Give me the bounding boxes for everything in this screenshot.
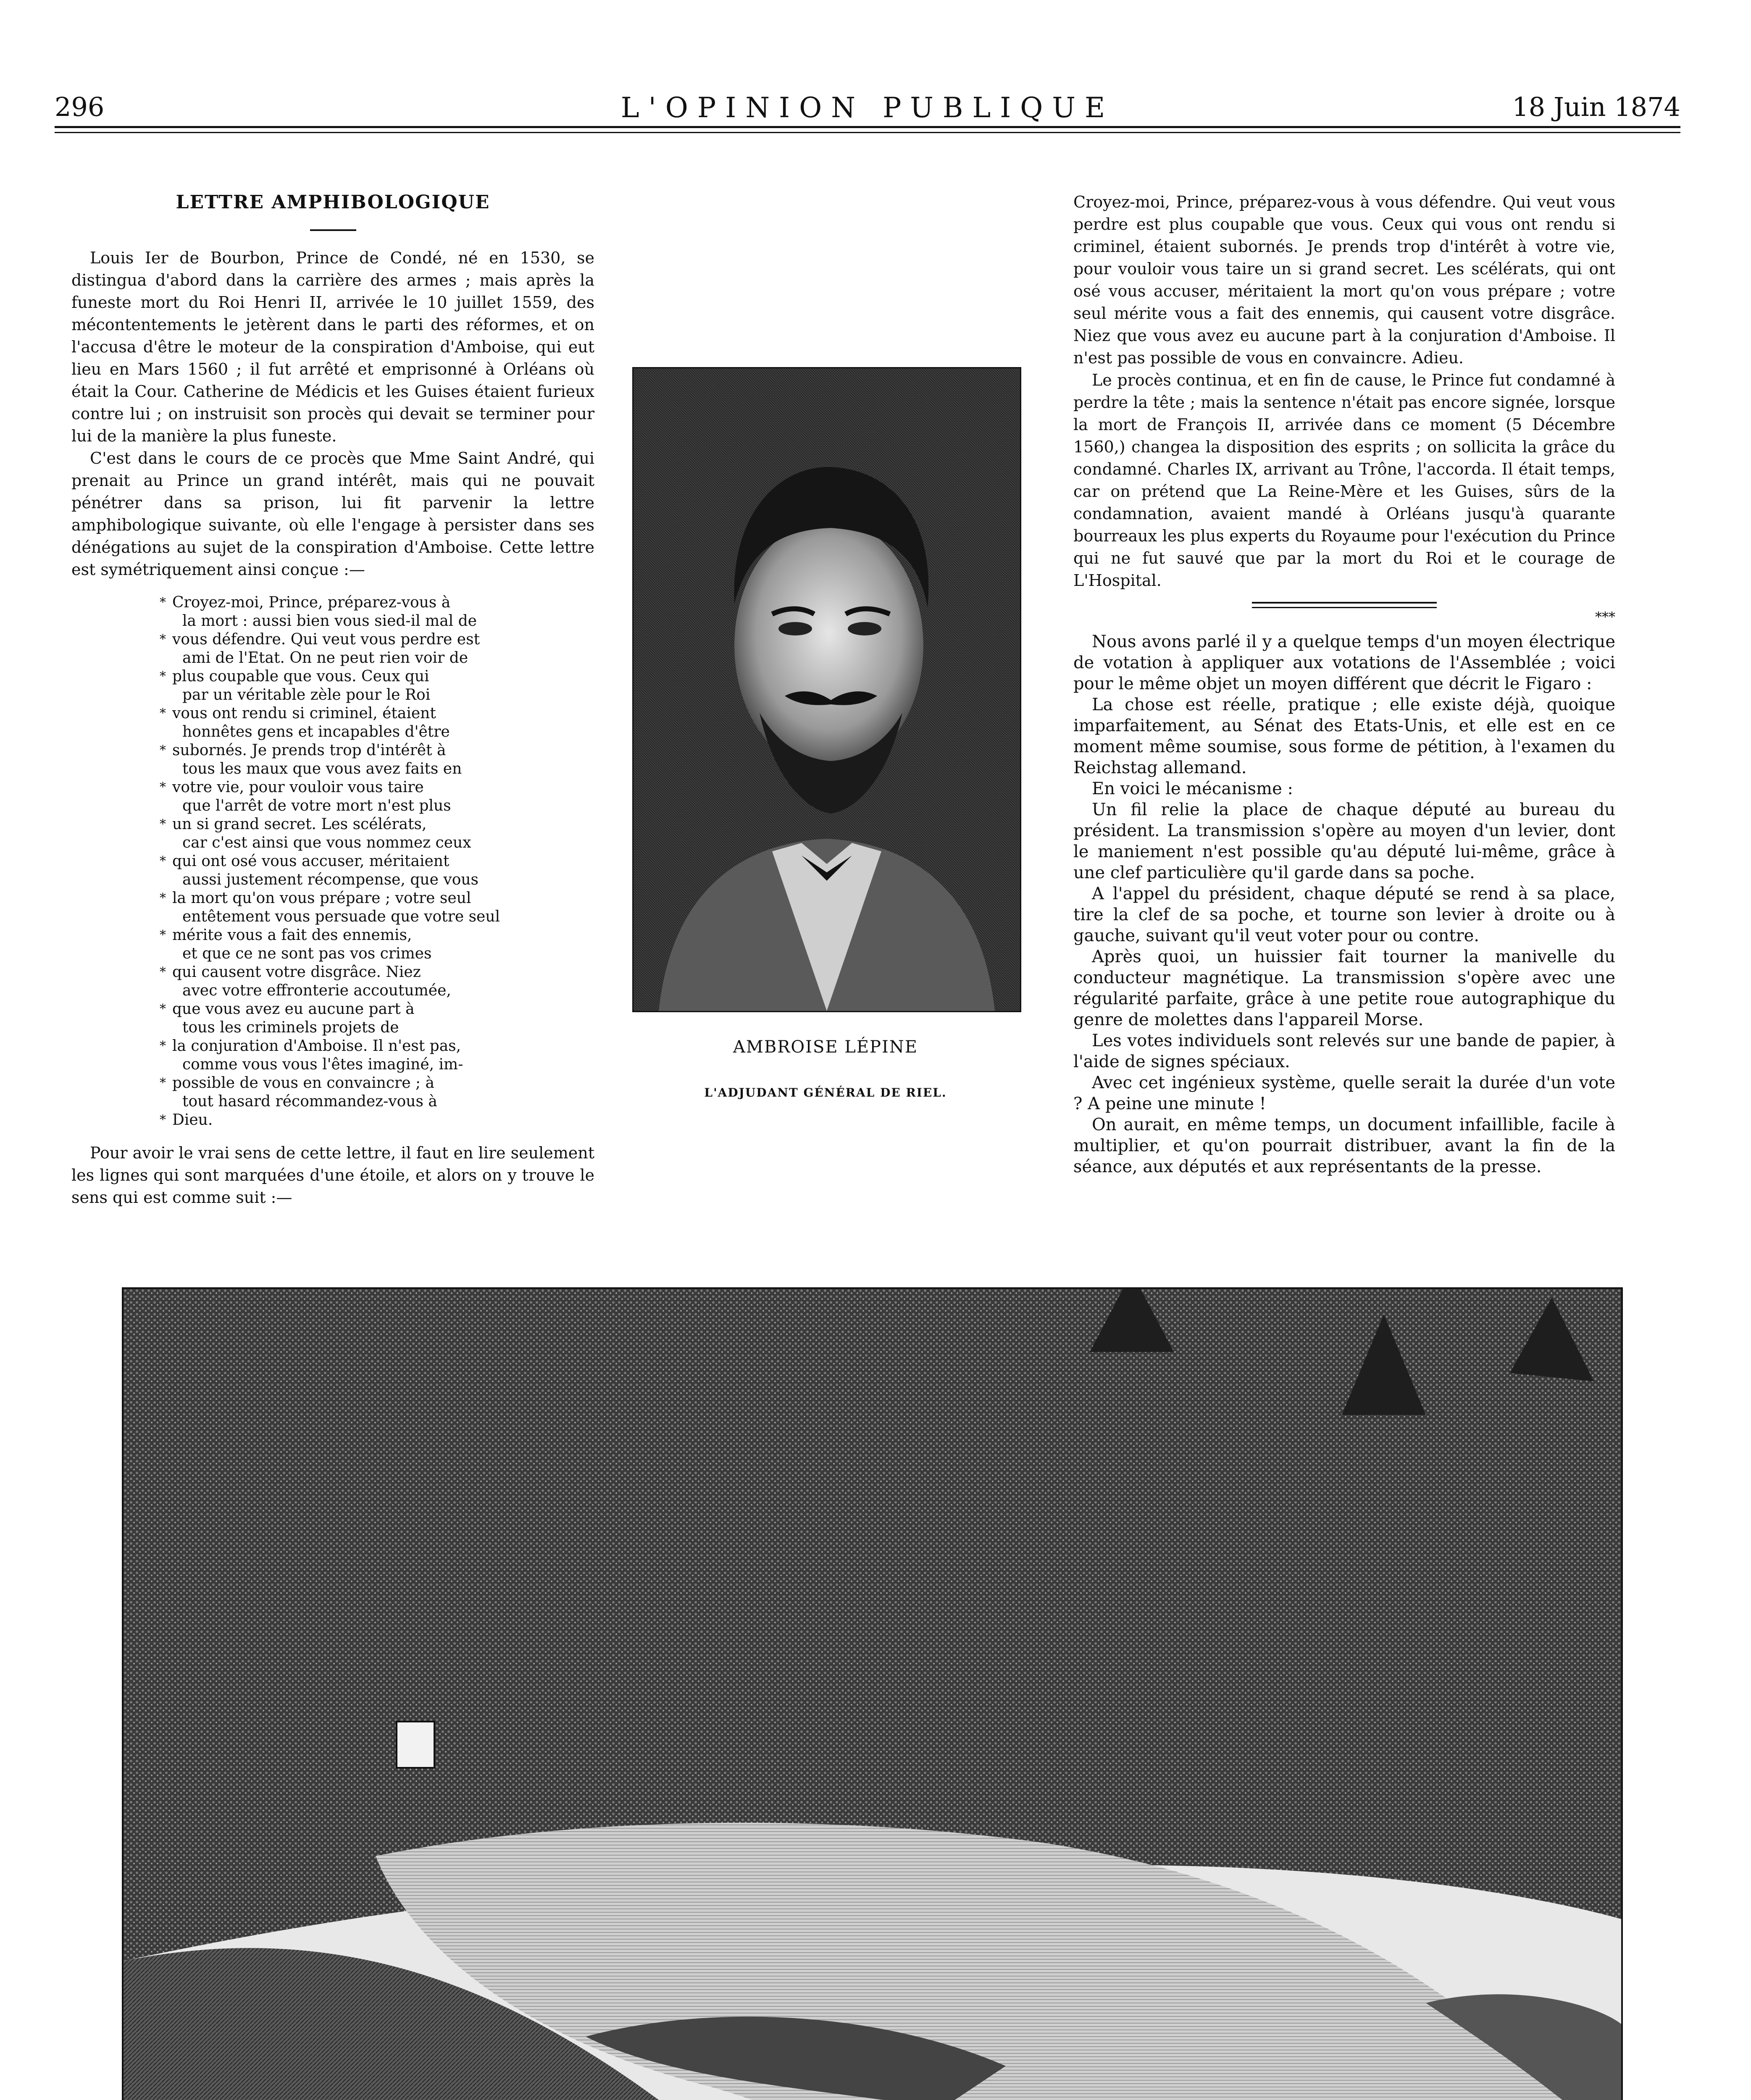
letter-line	[160, 704, 594, 723]
star-mark: *	[160, 595, 166, 610]
letter-line-text: la mort : aussi bien vous sied-il mal de	[182, 612, 477, 630]
portrait-engraving	[632, 367, 1021, 1012]
vote-paragraph: A l'appel du président, chaque député se rend à sa place, tire la clef de sa poche, et tourne son levier à droite ou à gauche, suivant qu'il veut voter pour ou contre.	[1073, 884, 1615, 945]
letter-line	[160, 630, 594, 649]
page-number: 296	[55, 92, 105, 122]
letter-line	[160, 963, 594, 982]
letter-line	[160, 778, 594, 797]
star-mark: *	[160, 632, 166, 647]
letter-line-text: honnêtes gens et incapables d'être	[182, 723, 450, 740]
portrait-image	[634, 368, 1020, 1011]
star-mark: *	[160, 706, 166, 721]
letter-line-text: tout hasard récommandez-vous à	[182, 1093, 437, 1110]
letter-line-text: la conjuration d'Amboise. Il n'est pas,	[172, 1037, 461, 1055]
article-title: LETTRE AMPHIBOLOGIQUE	[176, 192, 490, 213]
separator-rule-lower	[1252, 607, 1437, 608]
issue-date: 18 Juin 1874	[1512, 92, 1680, 122]
letter-line	[172, 908, 594, 926]
letter-line	[160, 1111, 594, 1129]
star-mark: *	[160, 817, 166, 832]
letter-line-text: aussi justement récompense, que vous	[182, 871, 479, 888]
letter-line	[160, 852, 594, 871]
letter-line-text: possible de vous en convaincre ; à	[172, 1074, 435, 1092]
letter-line	[172, 1092, 594, 1111]
letter-line	[172, 1018, 594, 1037]
vote-paragraph: Un fil relie la place de chaque député au bureau du président. La transmission s'opère au moyen d'un levier, dont le maniement n'est possible qu'au député lui-même, grâce à une clef particulière qu'il garde dans sa poche.	[1073, 800, 1615, 882]
letter-line-text: plus coupable que vous. Ceux qui	[172, 668, 429, 685]
letter-line-text: tous les criminels projets de	[182, 1019, 399, 1036]
letter-line-text: avec votre effronterie accoutumée,	[182, 982, 451, 999]
separator-rule	[1252, 602, 1437, 604]
star-mark: *	[160, 1039, 166, 1053]
vote-paragraph: Après quoi, un huissier fait tourner la manivelle du conducteur magnétique. La transmission s'opère avec une régularité parfaite, grâce à une petite roue autographique du genre de molettes dans l'appareil Morse.	[1073, 947, 1615, 1029]
letter-line-text: comme vous vous l'êtes imaginé, im-	[182, 1056, 463, 1073]
vote-paragraph: En voici le mécanisme :	[1092, 779, 1293, 798]
vote-paragraph: Nous avons parlé il y a quelque temps d'un moyen électrique de votation à appliquer aux votations de l'Assemblée ; voici pour le même objet un moyen différent que décrit le Figaro :	[1073, 632, 1615, 693]
letter-line	[172, 686, 594, 704]
letter-line	[160, 815, 594, 834]
vote-paragraph: Les votes individuels sont relevés sur une bande de papier, à l'aide de signes spéciaux.	[1073, 1031, 1615, 1071]
letter-line-text: subornés. Je prends trop d'intérêt à	[172, 742, 446, 759]
letter-line-text: la mort qu'on vous prépare ; votre seul	[172, 890, 471, 907]
intro-paragraph: Louis Ier de Bourbon, Prince de Condé, né en 1530, se distingua d'abord dans la carrière des armes ; mais après la funeste mort du Roi Henri II, arrivée le 10 juillet 1559, des mécontentements le jetèrent dans le parti des réformes, et on l'accusa d'être le moteur de la conspiration d'Amboise, qui eut lieu en Mars 1560 ; il fut arrêté et emprisonné à Orléans où était la Cour. Catherine de Médicis et les Guises étaient furieux contre lui ; on instruisit son procès qui devait se terminer pour lui de la manière la plus funeste.	[71, 249, 594, 445]
portrait-caption-subtitle: L'ADJUDANT GÉNÉRAL DE RIEL.	[704, 1086, 947, 1100]
closing-paragraph: Pour avoir le vrai sens de cette lettre, il faut en lire seulement les lignes qui sont marquées d'une étoile, et alors on y trouve le sens qui est comme suit :—	[71, 1144, 594, 1207]
star-mark: *	[160, 1002, 166, 1016]
letter-line	[160, 593, 594, 612]
letter-line	[160, 1037, 594, 1055]
letter-line	[160, 1000, 594, 1018]
star-mark: *	[160, 743, 166, 758]
left-column	[71, 191, 594, 1209]
letter-line	[160, 1074, 594, 1092]
letter-line	[172, 612, 594, 630]
trial-outcome-paragraph: Le procès continua, et en fin de cause, le Prince fut condamné à perdre la tête ; mais la sentence n'était pas encore signée, lorsque la mort de François II, arrivée dans ce moment (5 Décembre 1560,) changea la disposition des esprits ; on sollicita la grâce du condamné. Charles IX, arrivant au Trône, l'accorda. Il était temps, car on prétend que La Reine-Mère et les Guises, sûrs de la condamnation, avaient mandé à Orléans jusqu'à quarante bourreaux les plus experts du Royaume pour l'exécution du Prince qui ne fut sauvé que par la mort du Roi et le courage de L'Hospital.	[1073, 371, 1615, 590]
masthead-rule-top	[55, 126, 1680, 128]
letter-line	[160, 667, 594, 686]
letter-line	[160, 741, 594, 760]
vote-paragraph: On aurait, en même temps, un document infaillible, facile à multiplier, et qu'on pourrait distribuer, avant la fin de la séance, aux députés et aux représentants de la presse.	[1073, 1115, 1615, 1176]
vote-article	[1073, 631, 1615, 1177]
landscape-image	[124, 1289, 1621, 2100]
letter-line-text: et que ce ne sont pas vos crimes	[182, 945, 432, 962]
letter-line-text: Dieu.	[172, 1111, 213, 1129]
masthead	[55, 92, 1680, 124]
star-mark: *	[160, 928, 166, 942]
letter-line-text: que vous avez eu aucune part à	[172, 1000, 415, 1018]
letter-line	[172, 797, 594, 815]
right-column	[1073, 191, 1615, 1177]
letter-line	[172, 834, 594, 852]
letter-line-text: vous défendre. Qui veut vous perdre est	[172, 631, 480, 648]
star-mark: *	[160, 965, 166, 979]
letter-line-text: que l'arrêt de votre mort n'est plus	[182, 797, 451, 814]
letter-line-text: entêtement vous persuade que votre seul	[182, 908, 500, 925]
portrait-caption-name: AMBROISE LÉPINE	[733, 1037, 918, 1057]
letter-line	[172, 649, 594, 667]
decoded-letter-paragraph: Croyez-moi, Prince, préparez-vous à vous défendre. Qui veut vous perdre est plus coupable que vous. Ceux qui vous ont rendu si criminel, étaient subornés. Je prends trop d'intérêt à votre vie, pour vouloir vous taire un si grand secret. Les scélérats, qui ont osé vous accuser, méritaient la mort qu'on vous prépare ; votre seul mérite vous a fait des ennemis, qui causent votre disgrâce. Niez que vous avez eu aucune part à la conjuration d'Amboise. Il n'est pas possible de vous en convaincre. Adieu.	[1073, 193, 1615, 367]
letter-line	[172, 945, 594, 963]
star-mark: *	[160, 1076, 166, 1090]
vote-paragraph: Avec cet ingénieux système, quelle serait la durée d'un vote ? A peine une minute !	[1073, 1073, 1615, 1113]
journal-title: L'OPINION PUBLIQUE	[620, 92, 1115, 124]
letter-line-text: tous les maux que vous avez faits en	[182, 760, 462, 777]
star-mark: *	[160, 1113, 166, 1127]
letter-line-text: qui ont osé vous accuser, méritaient	[172, 853, 450, 870]
letter-line-text: mérite vous a fait des ennemis,	[172, 927, 412, 944]
letter-line-text: un si grand secret. Les scélérats,	[172, 816, 427, 833]
letter-line	[172, 871, 594, 889]
letter-line	[172, 1055, 594, 1074]
letter-line-text: Croyez-moi, Prince, préparez-vous à	[172, 594, 451, 611]
letter-line-text: ami de l'Etat. On ne peut rien voir de	[182, 649, 468, 667]
star-mark: *	[160, 669, 166, 684]
letter-line-text: votre vie, pour vouloir vous taire	[172, 779, 424, 796]
asterism: ***	[1595, 609, 1615, 625]
letter-line	[172, 760, 594, 778]
landscape-engraving	[122, 1287, 1623, 2100]
letter-line	[172, 982, 594, 1000]
letter-line-text: qui causent votre disgrâce. Niez	[172, 963, 421, 981]
star-mark: *	[160, 780, 166, 795]
letter-line	[172, 723, 594, 741]
letter-line-text: par un véritable zèle pour le Roi	[182, 686, 431, 704]
letter-line	[160, 926, 594, 945]
star-mark: *	[160, 891, 166, 906]
title-rule	[310, 229, 356, 231]
amphibological-letter	[160, 593, 594, 1129]
star-mark: *	[160, 854, 166, 869]
letter-line-text: car c'est ainsi que vous nommez ceux	[182, 834, 471, 851]
letter-line	[160, 889, 594, 908]
section-separator	[1073, 602, 1615, 631]
masthead-rule-bottom	[55, 132, 1680, 133]
vote-paragraph: La chose est réelle, pratique ; elle existe déjà, quoique imparfaitement, au Sénat des Etats-Unis, et elle est en ce moment même soumise, sous forme de pétition, à l'examen du Reichstag allemand.	[1073, 695, 1615, 777]
context-paragraph: C'est dans le cours de ce procès que Mme Saint André, qui prenait au Prince un grand intérêt, mais qui ne pouvait pénétrer dans sa prison, lui fit parvenir la lettre amphibologique suivante, où elle l'engage à persister dans ses dénégations au sujet de la conspiration d'Amboise. Cette lettre est symétriquement ainsi conçue :—	[71, 449, 594, 579]
letter-line-text: vous ont rendu si criminel, étaient	[172, 705, 436, 722]
